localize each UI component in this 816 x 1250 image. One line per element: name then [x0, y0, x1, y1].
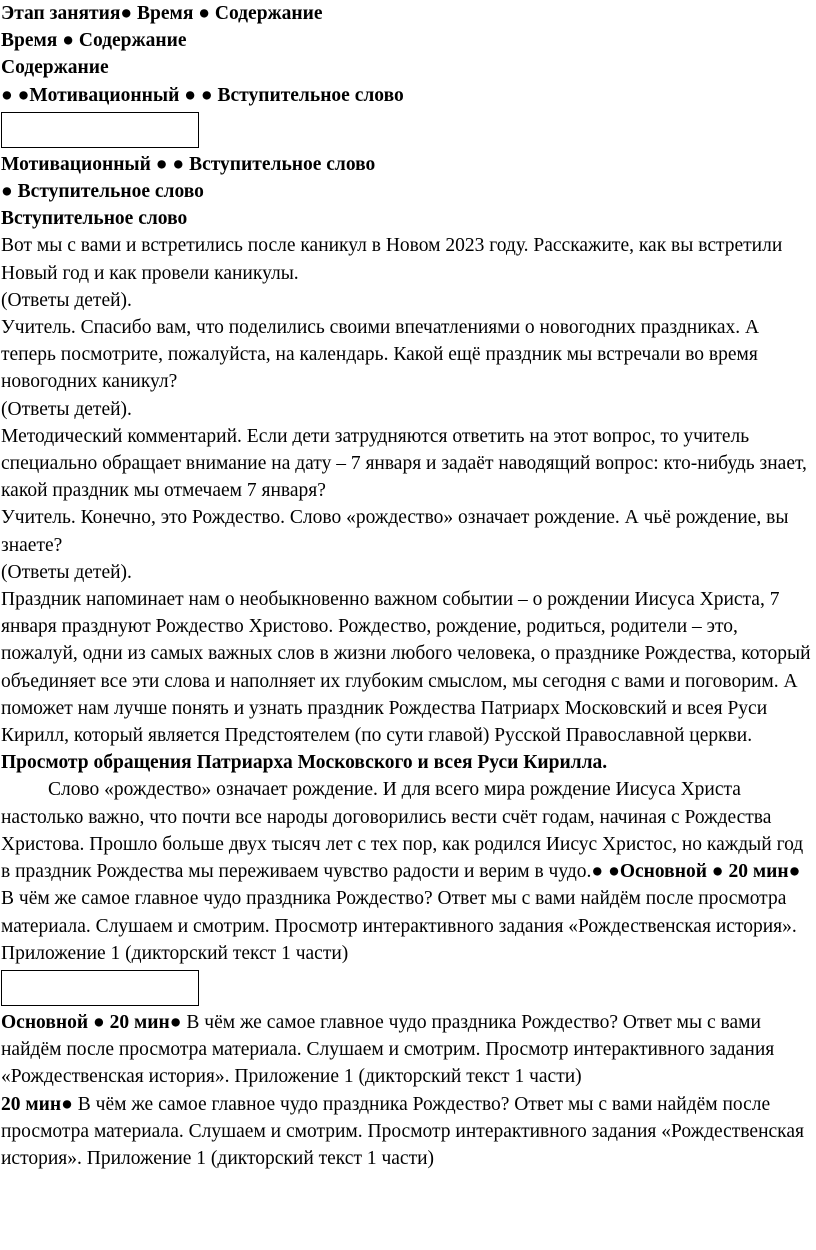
paragraph-answers-1: (Ответы детей). — [1, 289, 132, 311]
paragraph-main-1-text: В чём же самое главное чудо праздника Рождество? Ответ мы с вами найдём после просмотра материала. Слушаем и смотрим. Просмотр интерактивного задания «Рождественская история». Приложение 1 (дикторский текст 1 части) — [1, 1011, 775, 1088]
paragraph-teacher-1: Учитель. Спасибо вам, что поделились своими впечатлениями о новогодних праздниках. А теперь посмотрите, пожалуйста, на календарь. Какой ещё праздник мы встречали во время новогодних каникул? — [1, 317, 760, 393]
paragraph-main-1-bold: Основной ● 20 мин● — [1, 1011, 182, 1033]
paragraph-answers-3: (Ответы детей). — [1, 561, 132, 583]
paragraph-holiday: Праздник напоминает нам о необыкновенно важном событии – о рождении Иисуса Христа, 7 января празднуют Рождество Христово. Рождество, рождение, родиться, родители – это, пожалуй, одни из самых важных слов в жизни любого человека, о празднике Рождества, который объединяет все эти слова и наполняет их глубоким смыслом, мы сегодня с вами и поговорим. А поможет нам лучше понять и узнать праздник Рождества Патриарх Московский и всея Руси Кирилл, который является Предстоятелем (по сути главой) Русской Православной церкви. — [1, 589, 811, 747]
paragraph-main-1 — [1, 1009, 814, 1091]
paragraph-answers-2: (Ответы детей). — [1, 398, 132, 420]
header-line-2: Время ● Содержание — [1, 30, 187, 52]
empty-table-cell — [1, 112, 199, 148]
paragraph-intro: Вот мы с вами и встретились после каникул в Новом 2023 году. Расскажите, как вы встретили Новый год и как провели каникулы. — [1, 235, 783, 284]
paragraph-christmas-tail: В чём же самое главное чудо праздника Рождество? Ответ мы с вами найдём после просмотра материала. Слушаем и смотрим. Просмотр интерактивного задания «Рождественская история». Приложение 1 (дикторский текст 1 части) — [1, 888, 797, 964]
section-line-2: ● Вступительное слово — [1, 181, 204, 203]
paragraph-main-2-bold: 20 мин● — [1, 1093, 73, 1115]
paragraph-heading: Просмотр обращения Патриарха Московского и всея Руси Кирилла. — [1, 752, 608, 774]
paragraph-christmas — [1, 776, 814, 966]
header-line-1: Этап занятия● Время ● Содержание — [1, 3, 323, 24]
paragraph-christmas-bold: ● ●Основной ● 20 мин● — [591, 861, 801, 883]
paragraph-main-2-text: В чём же самое главное чудо праздника Рождество? Ответ мы с вами найдём после просмотра материала. Слушаем и смотрим. Просмотр интерактивного задания «Рождественская история». Приложение 1 (дикторский текст 1 части) — [1, 1093, 804, 1169]
section-line-3: Вступительное слово — [1, 208, 188, 230]
paragraph-teacher-2: Учитель. Конечно, это Рождество. Слово «рождество» означает рождение. А чьё рождение, вы знаете? — [1, 507, 789, 556]
paragraph-method-comment: Методический комментарий. Если дети затрудняются ответить на этот вопрос, то учитель специально обращает внимание на дату – 7 января и задаёт наводящий вопрос: кто-нибудь знает, какой праздник мы отмечаем 7 января? — [1, 425, 807, 502]
paragraph-main-2 — [1, 1091, 814, 1173]
empty-table-cell-2 — [1, 970, 199, 1006]
header-line-3: Содержание — [1, 57, 109, 79]
paragraph-christmas-text: Слово «рождество» означает рождение. И для всего мира рождение Иисуса Христа настолько важно, что почти все народы договорились вести счёт годам, начиная с Рождества Христова. Прошло больше двух тысяч лет с тех пор, как родился Иисус Христос, но каждый год в праздник Рождества мы переживаем чувство радости и верим в чудо. — [1, 779, 804, 883]
header-line-4: ● ●Мотивационный ● ● Вступительное слово — [1, 84, 404, 106]
section-line-1: Мотивационный ● ● Вступительное слово — [1, 153, 376, 175]
